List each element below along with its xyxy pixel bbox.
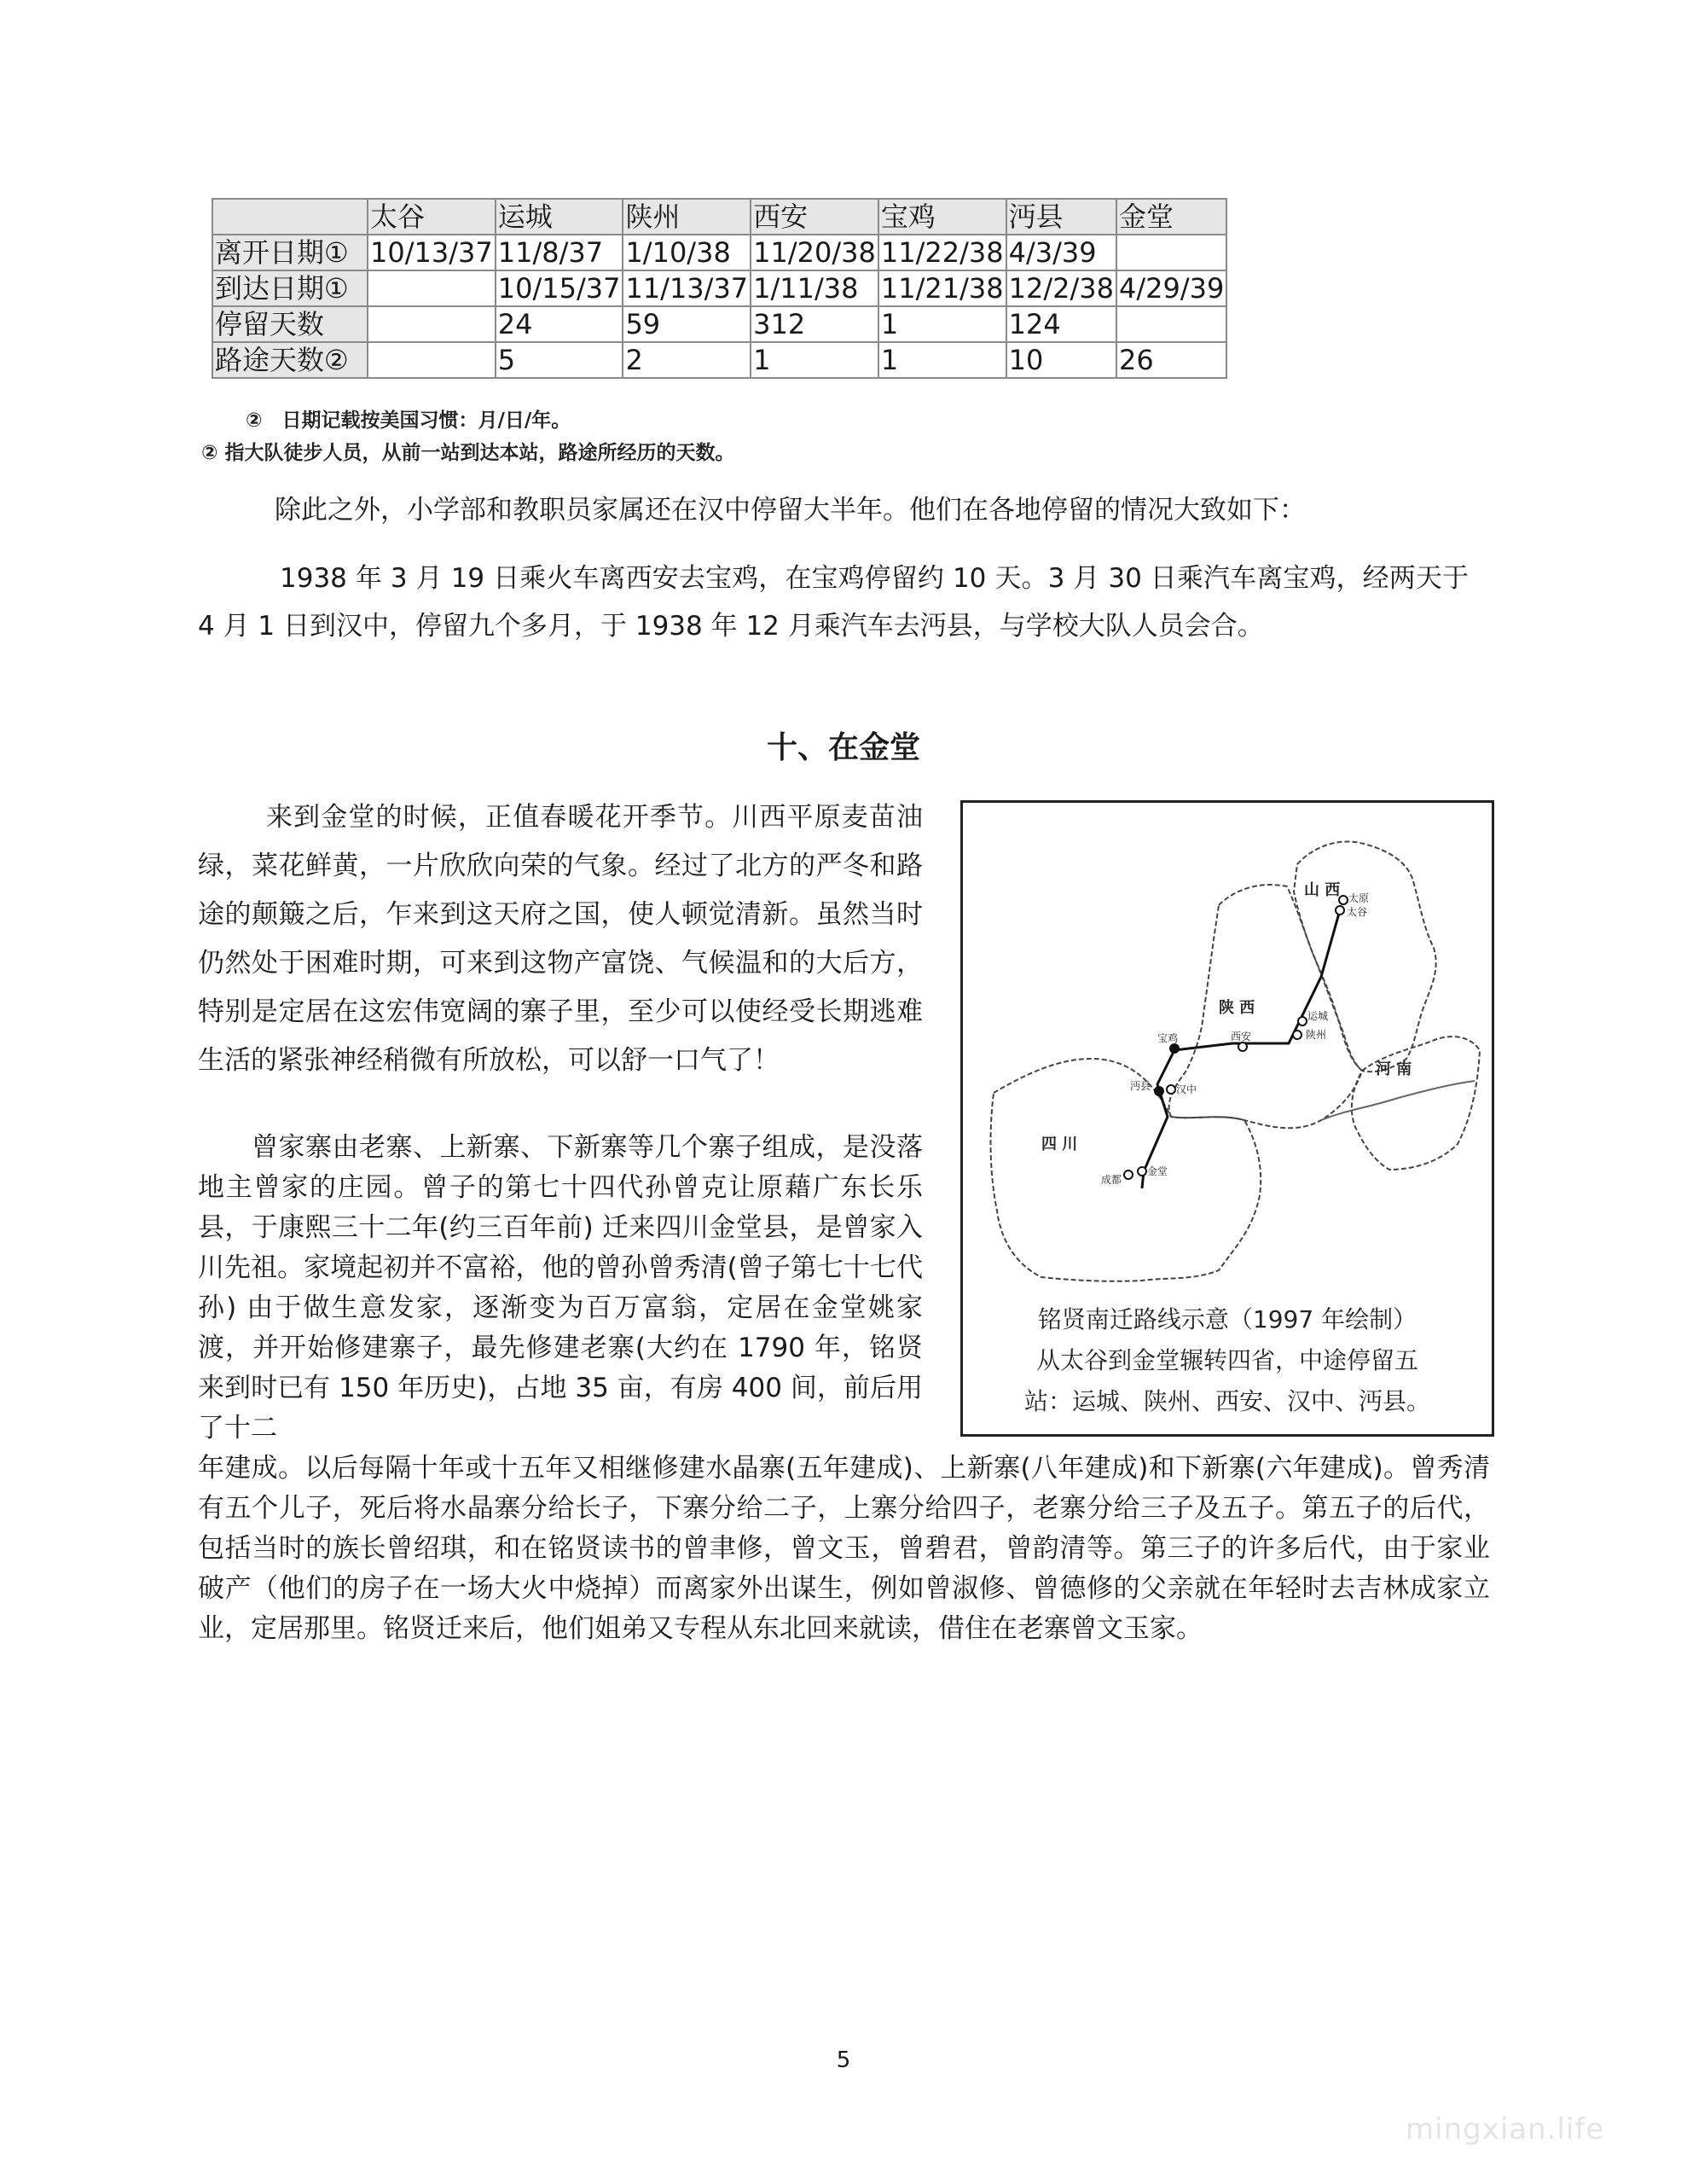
table-cell: 4/29/39 [1116,270,1226,306]
label-henan: 河 南 [1376,1060,1412,1078]
table-cell: 4/3/39 [1006,235,1116,270]
table-row [212,235,1226,270]
page-number: 5 [836,2048,851,2073]
table-row [212,342,1226,378]
label-shanxi: 山 西 [1304,881,1341,899]
table-cell: 24 [496,306,623,342]
table-header-cell: 金堂 [1116,199,1226,235]
table-cell: 2 [623,342,751,378]
table-header-cell: 太谷 [368,199,496,235]
city-dot-mianxian [1155,1087,1163,1095]
table-cell [1116,306,1226,342]
city-dot-taiyuan [1339,896,1348,904]
label-yuncheng: 运城 [1307,1010,1329,1022]
table-cell [368,342,496,378]
table-cell: 11/21/38 [878,270,1006,306]
table-header-cell: 沔县 [1006,199,1116,235]
table-cell: 1/11/38 [751,270,878,306]
table-row-header: 路途天数② [212,342,368,378]
table-cell: 1/10/38 [623,235,751,270]
footnote-date-format: ② 日期记载按美国习惯：月/日/年。 [246,410,571,432]
city-dot-shanzhou [1293,1031,1301,1039]
paragraph-zeng-part2: 年建成。以后每隔十年或十五年又相继修建水晶寨(五年建成)、上新寨(八年建成)和下新寨(六年建成)。曾秀清有五个儿子，死后将水晶寨分给长子，下寨分给二子，上寨分给四子，老寨分给三子及五子。第五子的后代，包括当时的族长曾绍琪，和在铭贤读书的曾聿修，曾文玉，曾碧君，曾韵清等。第三子的许多后代，由于家业破产（他们的房子在一场大火中烧掉）而离家外出谋生，例如曾淑修、曾德修的父亲就在年轻时去吉林成家立业，定居那里。铭贤迁来后，他们姐弟又专程从东北回来就读，借住在老寨曾文玉家。 [198,1453,1490,1644]
map-caption-line: 从太谷到金堂辗转四省，中途停留五 [1035,1346,1418,1374]
label-shaanxi: 陕 西 [1219,999,1255,1017]
table-row [212,270,1226,306]
table-cell [368,270,496,306]
label-baoji: 宝鸡 [1157,1032,1179,1044]
table-cell: 59 [623,306,751,342]
label-mianxian: 沔县 [1130,1080,1151,1092]
city-dot-hanzhong [1167,1085,1175,1094]
route-table [212,198,1227,379]
sichuan-border [991,1059,1261,1281]
table-cell: 11/20/38 [751,235,878,270]
map-caption-line: 铭贤南迁路线示意（1997 年绘制） [1037,1305,1417,1333]
table-header-cell: 陕州 [623,199,751,235]
table-header-cell [212,199,368,235]
table-cell: 10/15/37 [496,270,623,306]
table-cell: 26 [1116,342,1226,378]
route-map [963,803,1492,1298]
table-cell: 11/22/38 [878,235,1006,270]
table-header-cell: 宝鸡 [878,199,1006,235]
table-cell: 1 [751,342,878,378]
table-cell: 10/13/37 [368,235,496,270]
henan-border [1352,1037,1480,1170]
city-dot-chengdu [1124,1170,1133,1179]
label-hanzhong: 汉中 [1176,1083,1197,1095]
table-cell: 1 [878,342,1006,378]
label-chengdu: 成都 [1101,1174,1122,1186]
watermark: mingxian.life [1406,2112,1605,2146]
table-row-header: 离开日期① [212,235,368,270]
city-dot-xian [1238,1043,1247,1051]
label-sichuan: 四 川 [1041,1136,1078,1153]
city-dot-baoji [1170,1044,1179,1053]
table-cell: 10 [1006,342,1116,378]
city-dot-taigu [1336,906,1344,915]
map-caption [963,1299,1492,1422]
table-cell [1116,235,1226,270]
label-xian: 西安 [1231,1031,1252,1043]
route-map-figure [960,800,1494,1437]
shaanxi-border [1169,885,1362,1128]
table-cell: 312 [751,306,878,342]
table-cell: 11/8/37 [496,235,623,270]
section-title: 十、在金堂 [766,730,920,765]
city-dot-yuncheng [1298,1017,1307,1025]
paragraph-arrival: 来到金堂的时候，正值春暖花开季节。川西平原麦苗油绿，菜花鲜黄，一片欣欣向荣的气象。经过了北方的严冬和路途的颠簸之后，乍来到这天府之国，使人顿觉清新。虽然当时仍然处于困难时期，可来到这物产富饶、气候温和的大后方，特别是定居在这宏伟宽阔的寨子里，至少可以使经受长期逃难生活的紧张神经稍微有所放松，可以舒一口气了！ [198,802,923,1076]
table-row-header: 停留天数 [212,306,368,342]
label-jintang: 金堂 [1147,1165,1168,1177]
city-dot-jintang [1138,1167,1146,1176]
table-cell: 124 [1006,306,1116,342]
table-cell: 12/2/38 [1006,270,1116,306]
label-taigu: 太谷 [1347,906,1368,918]
table-cell: 1 [878,306,1006,342]
table-header-cell: 运城 [496,199,623,235]
table-row-header: 到达日期① [212,270,368,306]
label-taiyuan: 太原 [1348,892,1370,904]
table-header-cell: 西安 [751,199,878,235]
paragraph-intro: 除此之外，小学部和教职员家属还在汉中停留大半年。他们在各地停留的情况大致如下： [275,495,1306,526]
table-row [212,306,1226,342]
table-header-row [212,199,1226,235]
map-caption-line: 站：运城、陕州、西安、汉中、沔县。 [1023,1387,1430,1415]
label-shanzhou: 陕州 [1306,1029,1327,1041]
footnote-travel-days: ② 指大队徒步人员，从前一站到达本站，路途所经历的天数。 [201,442,735,464]
table-cell: 5 [496,342,623,378]
paragraph-family-route: 1938 年 3 月 19 日乘火车离西安去宝鸡，在宝鸡停留约 10 天。3 月 30 日乘汽车离宝鸡，经两天于 4 月 1 日到汉中，停留九个多月，于 1938 年 12 月乘汽车去沔县，与学校大队人员会合。 [198,563,1469,642]
paragraph-zeng-part1: 曾家寨由老寨、上新寨、下新寨等几个寨子组成，是没落地主曾家的庄园。曾子的第七十四代孙曾克让原藉广东长乐县，于康熙三十二年(约三百年前) 迁来四川金堂县，是曾家入川先祖。家境起初并不富裕，他的曾孙曾秀清(曾子第七十七代孙) 由于做生意发家，逐渐变为百万富翁，定居在金堂姚家渡，并开始修建寨子，最先修建老寨(大约在 1790 年，铭贤来到时已有 150 年历史)，占地 35 亩，有房 400 间，前后用了十二 [198,1132,923,1443]
table-cell: 11/13/37 [623,270,751,306]
table-cell [368,306,496,342]
